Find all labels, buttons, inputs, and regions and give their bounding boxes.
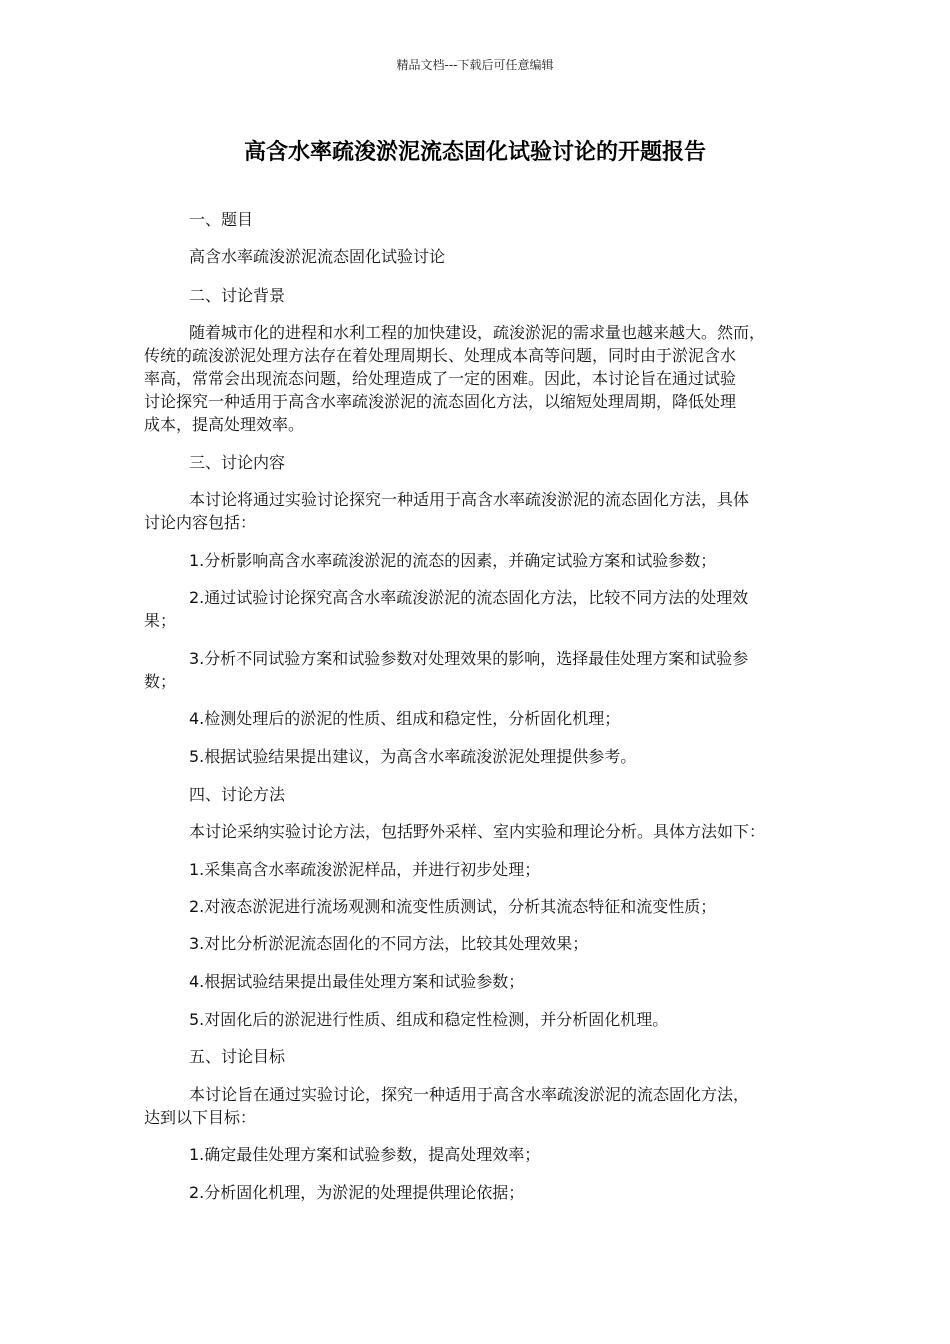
content-list-item: 4.检测处理后的淤泥的性质、组成和稳定性，分析固化机理； <box>189 709 621 728</box>
method-list-item: 2.对液态淤泥进行流场观测和流变性质测试，分析其流态特征和流变性质； <box>189 897 717 916</box>
background-paragraph-line: 随着城市化的进程和水利工程的加快建设，疏浚淤泥的需求量也越来越大。然而， <box>189 323 766 342</box>
goals-intro-line: 达到以下目标： <box>144 1108 257 1127</box>
content-list-item: 2.通过试验讨论探究高含水率疏浚淤泥的流态固化方法，比较不同方法的处理效 <box>189 588 749 607</box>
section-heading-topic: 一、题目 <box>189 210 254 229</box>
goals-list-item: 1.确定最佳处理方案和试验参数，提高处理效率； <box>189 1145 541 1164</box>
goals-intro-line: 本讨论旨在通过实验讨论，探究一种适用于高含水率疏浚淤泥的流态固化方法， <box>189 1085 750 1104</box>
section-heading-background: 二、讨论背景 <box>189 286 286 305</box>
method-list-item: 1.采集高含水率疏浚淤泥样品，并进行初步处理； <box>189 860 541 879</box>
section-heading-method: 四、讨论方法 <box>189 785 286 804</box>
content-intro-line: 讨论内容包括： <box>144 513 257 532</box>
method-list-item: 4.根据试验结果提出最佳处理方案和试验参数； <box>189 972 525 991</box>
method-list-item: 3.对比分析淤泥流态固化的不同方法，比较其处理效果； <box>189 934 589 953</box>
content-list-item-continuation: 果； <box>144 611 177 630</box>
background-paragraph-line: 讨论探究一种适用于高含水率疏浚淤泥的流态固化方法，以缩短处理周期，降低处理 <box>144 392 737 411</box>
method-list-item: 5.对固化后的淤泥进行性质、组成和稳定性检测，并分析固化机理。 <box>189 1010 669 1029</box>
background-paragraph-line: 传统的疏浚淤泥处理方法存在着处理周期长、处理成本高等问题，同时由于淤泥含水 <box>144 346 737 365</box>
document-title: 高含水率疏浚淤泥流态固化试验讨论的开题报告 <box>243 140 706 165</box>
header-note: 精品文档---下载后可任意编辑 <box>396 58 554 72</box>
section-heading-content: 三、讨论内容 <box>189 453 286 472</box>
goals-list-item: 2.分析固化机理，为淤泥的处理提供理论依据； <box>189 1183 525 1202</box>
content-list-item: 1.分析影响高含水率疏浚淤泥的流态的因素，并确定试验方案和试验参数； <box>189 551 717 570</box>
content-list-item-continuation: 数； <box>144 672 177 691</box>
method-intro: 本讨论采纳实验讨论方法，包括野外采样、室内实验和理论分析。具体方法如下： <box>189 822 766 841</box>
content-list-item: 3.分析不同试验方案和试验参数对处理效果的影响，选择最佳处理方案和试验参 <box>189 649 749 668</box>
background-paragraph-line: 率高，常常会出现流态问题，给处理造成了一定的困难。因此，本讨论旨在通过试验 <box>144 369 737 388</box>
content-list-item: 5.根据试验结果提出建议，为高含水率疏浚淤泥处理提供参考。 <box>189 747 637 766</box>
content-intro-line: 本讨论将通过实验讨论探究一种适用于高含水率疏浚淤泥的流态固化方法，具体 <box>189 490 750 509</box>
background-paragraph-line: 成本，提高处理效率。 <box>144 415 305 434</box>
topic-text: 高含水率疏浚淤泥流态固化试验讨论 <box>189 247 446 266</box>
section-heading-goals: 五、讨论目标 <box>189 1047 286 1066</box>
